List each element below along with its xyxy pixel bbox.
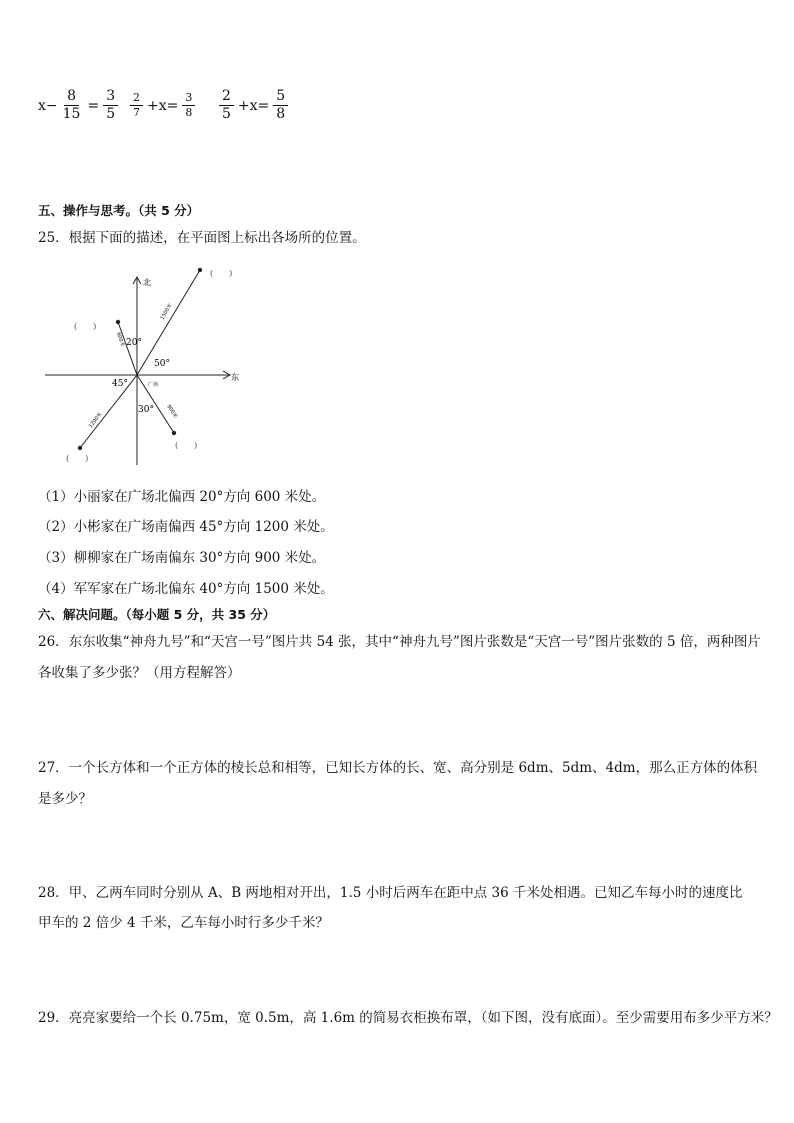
angle-label: 30° xyxy=(138,405,154,415)
point-southeast xyxy=(172,431,176,435)
point-northwest xyxy=(116,320,120,324)
point-southwest xyxy=(78,446,82,450)
question-25-item-3: （3）柳柳家在广场南偏东 30°方向 900 米处。 xyxy=(38,550,326,566)
equals-sign: = xyxy=(87,97,100,114)
question-26-line-2: 各收集了多少张？（用方程解答） xyxy=(38,665,241,681)
equation-1 xyxy=(38,88,120,123)
north-label: 北 xyxy=(143,278,151,287)
distance-label: 1500米 xyxy=(159,302,174,321)
fraction: $\frac{3}{5}$ xyxy=(103,88,118,123)
section-6-title: 六、解决问题。（每小题 5 分，共 35 分） xyxy=(38,607,276,622)
answer-blank[interactable]: ( ) xyxy=(74,322,97,331)
operator: +x= xyxy=(237,97,270,114)
equation-prefix: x− xyxy=(38,97,58,114)
distance-label: 1200米 xyxy=(87,411,104,430)
answer-blank[interactable]: ( ) xyxy=(210,269,233,278)
question-28-line-2: 甲车的 2 倍少 4 千米，乙车每小时行多少千米？ xyxy=(38,915,329,931)
fraction: $\frac{8}{15}$ xyxy=(62,88,81,122)
fraction: $\frac{3}{8}$ xyxy=(182,91,195,120)
question-27-line-1: 27．一个长方体和一个正方体的棱长总和相等，已知长方体的长、宽、高分别是 6dm、5dm、4dm，那么正方体的体积 xyxy=(38,760,758,776)
distance-label: 600米 xyxy=(115,331,126,348)
angle-label: 50° xyxy=(154,359,170,369)
angle-label: 20° xyxy=(126,338,142,348)
section-5-title: 五、操作与思考。（共 5 分） xyxy=(38,203,200,218)
fraction: $\frac{5}{8}$ xyxy=(273,88,288,123)
distance-label: 900米 xyxy=(165,403,179,420)
ray-southwest xyxy=(80,375,137,448)
question-28-line-1: 28．甲、乙两车同时分别从 A、B 两地相对开出，1.5 小时后两车在距中点 36 千米处相遇。已知乙车每小时的速度比 xyxy=(38,885,743,901)
fraction: $\frac{2}{7}$ xyxy=(130,91,143,120)
question-27-line-2: 是多少？ xyxy=(38,791,92,807)
angle-label: 45° xyxy=(112,379,128,389)
question-25-item-1: （1）小丽家在广场北偏西 20°方向 600 米处。 xyxy=(38,489,326,505)
equation-2 xyxy=(128,91,197,120)
ray-northwest xyxy=(118,322,137,375)
operator: +x= xyxy=(147,97,179,114)
center-label: 广场 xyxy=(148,382,159,388)
equation-3 xyxy=(217,88,290,123)
direction-diagram xyxy=(40,265,255,470)
answer-blank[interactable]: ( ) xyxy=(66,454,89,463)
fraction: $\frac{2}{5}$ xyxy=(219,88,234,123)
answer-blank[interactable]: ( ) xyxy=(175,441,198,450)
east-label: 东 xyxy=(231,373,239,382)
question-25-item-4: （4）军军家在广场北偏东 40°方向 1500 米处。 xyxy=(38,581,334,597)
question-29-line-1: 29．亮亮家要给一个长 0.75m，宽 0.5m，高 1.6m 的简易衣柜换布罩，（如下图，没有底面）。至少需要用布多少平方米？ xyxy=(38,1010,778,1026)
question-26-line-1: 26．东东收集“神舟九号”和“天宫一号”图片共 54 张，其中“神舟九号”图片张数是“天宫一号”图片张数的 5 倍，两种图片 xyxy=(38,634,761,650)
question-25-item-2: （2）小彬家在广场南偏西 45°方向 1200 米处。 xyxy=(38,519,334,535)
question-25-stem: 25．根据下面的描述，在平面图上标出各场所的位置。 xyxy=(38,230,366,246)
point-northeast xyxy=(198,268,202,272)
